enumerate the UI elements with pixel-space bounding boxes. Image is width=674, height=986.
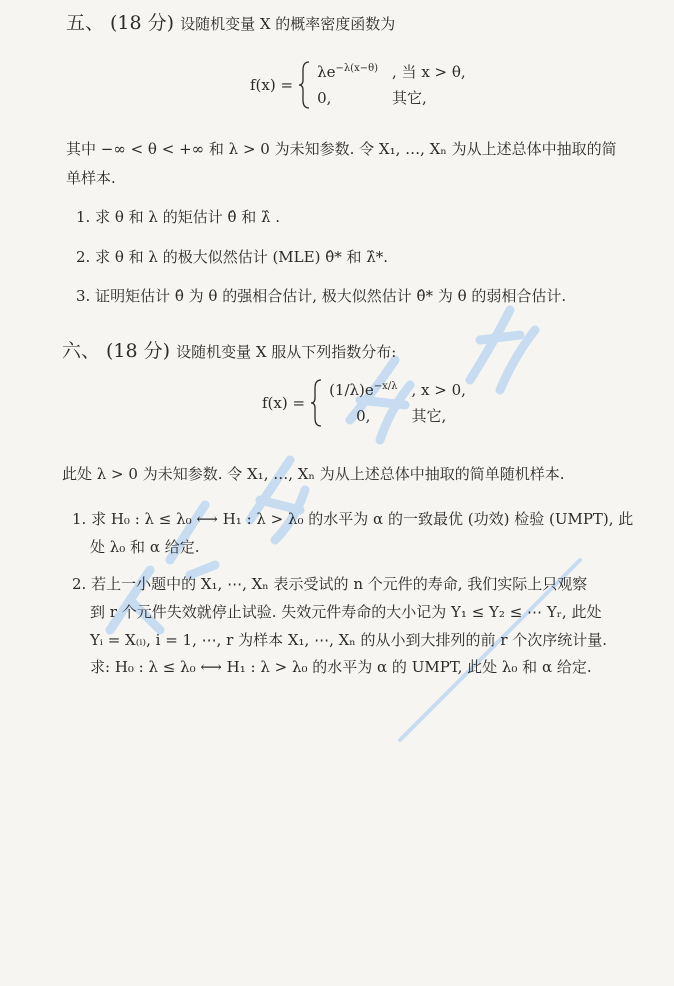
q6-formula	[262, 378, 466, 428]
q6-paragraph: 此处 λ > 0 为未知参数. 令 X₁, …, Xₙ 为从上述总体中抽取的简单随机样本.	[62, 465, 565, 483]
q6-case2-expr: 0,	[356, 407, 371, 425]
q6-number: 六、	[62, 340, 101, 362]
q6-case1-cond: , x > 0,	[411, 381, 466, 399]
q6-item-2-line3: Yᵢ = X₍ᵢ₎, i = 1, ⋯, r 为样本 X₁, ⋯, Xₙ 的从小到大排列的前 r 个次序统计量.	[90, 631, 608, 649]
q5-formula	[250, 60, 466, 110]
q6-case1	[329, 381, 397, 399]
q6-heading	[62, 340, 396, 363]
q5-case1-cond: , 当 x > θ,	[392, 63, 466, 81]
q5-brace	[297, 60, 311, 110]
q5-item-2: 2. 求 θ 和 λ 的极大似然估计 (MLE) θ̂* 和 λ̂*.	[76, 248, 389, 266]
q5-case1-exp: −λ(x−θ)	[335, 63, 379, 74]
q6-intro: 设随机变量 X 服从下列指数分布:	[176, 343, 397, 361]
q6-case1-expr: (1/λ)e	[329, 381, 374, 399]
q6-item-2-line2: 到 r 个元件失效就停止试验. 失效元件寿命的大小记为 Y₁ ≤ Y₂ ≤ ⋯ Yᵣ, 此处	[90, 603, 602, 621]
q6-brace	[309, 378, 323, 428]
q5-points: (18 分)	[110, 12, 175, 34]
q5-case1	[317, 63, 378, 81]
q5-heading	[66, 12, 395, 35]
q6-item-1-line1: 1. 求 H₀ : λ ≤ λ₀ ⟷ H₁ : λ > λ₀ 的水平为 α 的一致最优 (功效) 检验 (UMPT), 此	[72, 510, 634, 528]
q6-case1-exp: −x/λ	[373, 381, 398, 392]
q6-points: (18 分)	[106, 340, 171, 362]
q6-item-1-line2: 处 λ₀ 和 α 给定.	[90, 538, 200, 556]
q5-item-3: 3. 证明矩估计 θ̂ 为 θ 的强相合估计, 极大似然估计 θ̂* 为 θ 的弱相合估计.	[76, 287, 567, 305]
q5-formula-lhs: f(x) =	[250, 76, 294, 94]
q5-case2-expr: 0,	[317, 89, 332, 107]
q5-paragraph-line2: 单样本.	[66, 169, 116, 187]
q5-number: 五、	[66, 12, 105, 34]
q5-item-1: 1. 求 θ 和 λ 的矩估计 θ̂ 和 λ̂ .	[76, 208, 281, 226]
q6-case2-cond: 其它,	[411, 407, 447, 425]
q5-intro: 设随机变量 X 的概率密度函数为	[180, 15, 396, 33]
q6-item-2-line1: 2. 若上一小题中的 X₁, ⋯, Xₙ 表示受试的 n 个元件的寿命, 我们实际上只观察	[72, 575, 588, 593]
q5-case1-expr: λe	[317, 63, 336, 81]
q5-paragraph-line1: 其中 −∞ < θ < +∞ 和 λ > 0 为未知参数. 令 X₁, …, Xₙ 为从上述总体中抽取的简	[66, 140, 617, 158]
q6-item-2-line4: 求: H₀ : λ ≤ λ₀ ⟷ H₁ : λ > λ₀ 的水平为 α 的 UMPT, 此处 λ₀ 和 α 给定.	[90, 658, 592, 676]
q5-case2-cond: 其它,	[392, 89, 427, 107]
q6-formula-lhs: f(x) =	[262, 394, 306, 412]
